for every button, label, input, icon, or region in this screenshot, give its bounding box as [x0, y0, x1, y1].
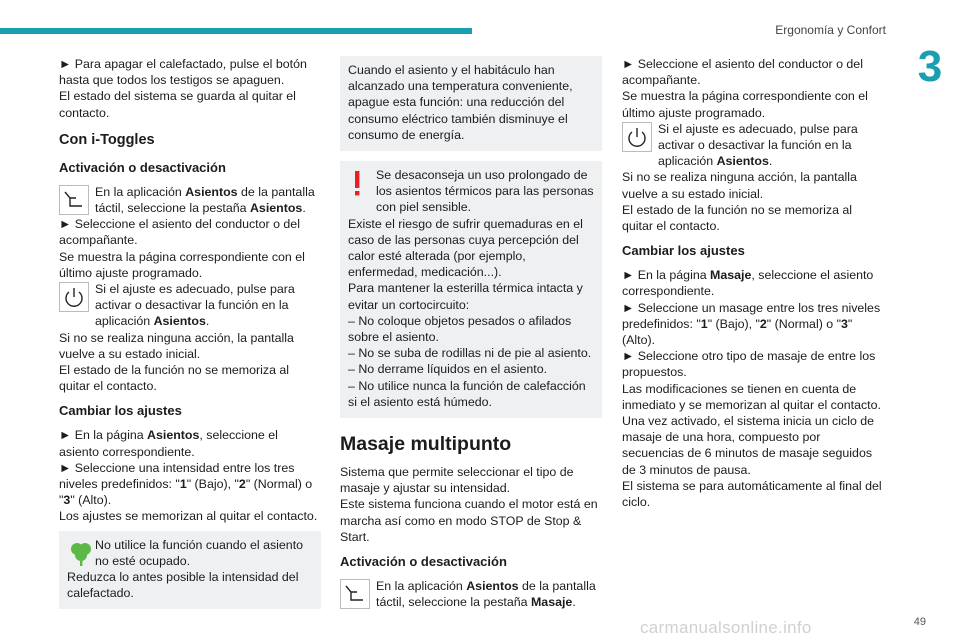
- bold-text: 3: [841, 316, 848, 331]
- page-number: 49: [913, 615, 926, 628]
- text: En la aplicación: [95, 184, 186, 199]
- exclamation-icon: [350, 171, 364, 197]
- text: , seleccione el asiento correspondiente.: [622, 268, 874, 299]
- text: " (Alto).: [622, 316, 853, 348]
- paragraph: [622, 267, 884, 299]
- watermark: carmanualsonline.info: [640, 617, 812, 637]
- paragraph: Cuando el asiento y el habitáculo han alcanzado una temperatura conveniente, apague esta función: una reducción del consumo eléctrico también disminuye el consumo de energía.: [348, 63, 573, 142]
- paragraph: Los ajustes se memorizan al quitar el contacto.: [59, 509, 318, 524]
- text: ► Seleccione una intensidad entre los tres niveles predefinidos: ": [59, 460, 295, 492]
- column-3: [622, 56, 884, 510]
- text: ► En la página: [622, 268, 711, 283]
- touch-hand-icon: [59, 185, 89, 215]
- bold-text: Asientos: [249, 201, 303, 216]
- paragraph: [622, 300, 884, 349]
- power-icon: [622, 122, 652, 152]
- paragraph: Reduzca lo antes posible la intensidad del calefactado.: [67, 570, 299, 601]
- bold-text: Asientos: [153, 314, 206, 329]
- power-icon: [59, 282, 89, 312]
- paragraph: Existe el riesgo de sufrir quemaduras en el caso de las personas cuya percepción del calor esté alterada (por ejemplo, enfermedad, medicación...).: [348, 216, 583, 280]
- header-accent-bar: [0, 28, 472, 34]
- paragraph: ► Seleccione otro tipo de masaje de entre los propuestos.: [622, 349, 876, 380]
- text: " (Normal) o ": [59, 477, 313, 508]
- heading-cambiar: Cambiar los ajustes: [59, 403, 182, 419]
- list-item: – No coloque objetos pesados o afilados sobre el asiento.: [348, 313, 572, 345]
- text: de la pantalla táctil, seleccione la pestaña: [95, 184, 315, 216]
- paragraph: Una vez activado, el sistema inicia un ciclo de masaje de una hora, compuesto por secuencias de 6 minutos de masaje seguidos de 3 minutos de pausa.: [622, 414, 875, 477]
- chapter-number: 3: [917, 42, 943, 91]
- section-title: Ergonomía y Confort: [775, 23, 886, 37]
- heading-masaje: Masaje multipunto: [340, 433, 512, 456]
- heading-itoggles: Con i-Toggles: [59, 131, 155, 148]
- power-instruction: [622, 121, 884, 170]
- text: .: [205, 314, 210, 329]
- text: , seleccione el asiento correspondiente.: [59, 428, 278, 459]
- paragraph: ► Seleccione el asiento del conductor o del acompañante.: [59, 217, 300, 248]
- bold-text: Asientos: [147, 428, 200, 443]
- paragraph: ► Para apagar el calefactado, pulse el botón hasta que todos los testigos se apaguen.: [59, 57, 307, 88]
- paragraph: Si no se realiza ninguna acción, la pantalla vuelve a su estado inicial.: [622, 170, 857, 201]
- paragraph: Sistema que permite seleccionar el tipo de masaje y ajustar su intensidad.: [340, 465, 574, 496]
- bold-text: 1: [700, 316, 708, 331]
- warning-box: [340, 161, 602, 418]
- power-instruction: [59, 281, 321, 330]
- paragraph: El estado del sistema se guarda al quitar el contacto.: [59, 89, 296, 120]
- bold-text: Masaje: [710, 268, 752, 283]
- heading-activacion: Activación o desactivación: [59, 159, 226, 175]
- bold-text: 2: [238, 477, 246, 492]
- paragraph: El sistema se para automáticamente al final del ciclo.: [622, 478, 882, 510]
- text: " (Alto).: [70, 493, 112, 508]
- heading-cambiar: Cambiar los ajustes: [622, 243, 745, 259]
- paragraph: Se muestra la página correspondiente con el último ajuste programado.: [622, 89, 868, 120]
- paragraph: [59, 460, 321, 509]
- paragraph: ► Seleccione el asiento del conductor o del acompañante.: [622, 57, 863, 88]
- bold-text: 1: [179, 477, 187, 492]
- text: .: [572, 595, 576, 610]
- paragraph: [59, 427, 321, 459]
- list-item: – No derrame líquidos en el asiento.: [348, 362, 548, 377]
- text: Si el ajuste es adecuado, pulse para activar o desactivar la función en la aplicación: [658, 121, 858, 169]
- paragraph: Si no se realiza ninguna acción, la pantalla vuelve a su estado inicial.: [59, 330, 294, 361]
- info-box: [340, 56, 602, 151]
- bold-text: Asientos: [716, 154, 769, 169]
- paragraph: Se muestra la página correspondiente con el último ajuste programado.: [59, 249, 305, 280]
- column-2: [340, 56, 602, 610]
- text: ► Seleccione un masage entre los tres niveles predefinidos: ": [622, 300, 881, 331]
- text: Si el ajuste es adecuado, pulse para activar o desactivar la función en la aplicación: [95, 282, 295, 329]
- text: " (Normal) o ": [766, 316, 841, 331]
- touch-instruction: [59, 184, 321, 216]
- text: " (Bajo), ": [707, 316, 760, 331]
- bold-text: Asientos: [185, 184, 238, 199]
- paragraph: El estado de la función no se memoriza al quitar el contacto.: [622, 202, 853, 234]
- text: .: [768, 154, 773, 169]
- touch-hand-icon: [340, 579, 370, 609]
- text: ► En la página: [59, 428, 148, 443]
- paragraph: Las modificaciones se tienen en cuenta de inmediato y se memorizan al quitar el contacto.: [622, 381, 881, 412]
- leaf-icon: [67, 539, 95, 567]
- paragraph: Para mantener la esterilla térmica intacta y evitar un cortocircuito:: [348, 281, 583, 312]
- paragraph: Este sistema funciona cuando el motor está en marcha así como en modo STOP de Stop & Start.: [340, 497, 598, 544]
- bold-text: Asientos: [466, 579, 519, 594]
- text: " (Bajo), ": [186, 477, 239, 492]
- heading-activacion: Activación o desactivación: [340, 554, 507, 570]
- paragraph: Se desaconseja un uso prolongado de los asientos térmicos para las personas con piel sensible.: [376, 168, 594, 215]
- list-item: – No se suba de rodillas ni de pie al asiento.: [348, 346, 592, 361]
- column-1: [59, 56, 321, 609]
- text: En la aplicación: [376, 579, 467, 594]
- paragraph: El estado de la función no se memoriza al quitar el contacto.: [59, 363, 290, 394]
- list-item: – No utilice nunca la función de calefacción si el asiento está húmedo.: [348, 378, 586, 409]
- bold-text: Masaje: [530, 595, 573, 610]
- touch-instruction: [340, 578, 602, 610]
- bold-text: 2: [759, 316, 767, 331]
- text: de la pantalla táctil, seleccione la pestaña: [376, 579, 596, 610]
- paragraph: No utilice la función cuando el asiento no esté ocupado.: [95, 537, 304, 568]
- bold-text: 3: [63, 493, 71, 508]
- text: .: [302, 201, 306, 216]
- eco-note-box: [59, 531, 321, 610]
